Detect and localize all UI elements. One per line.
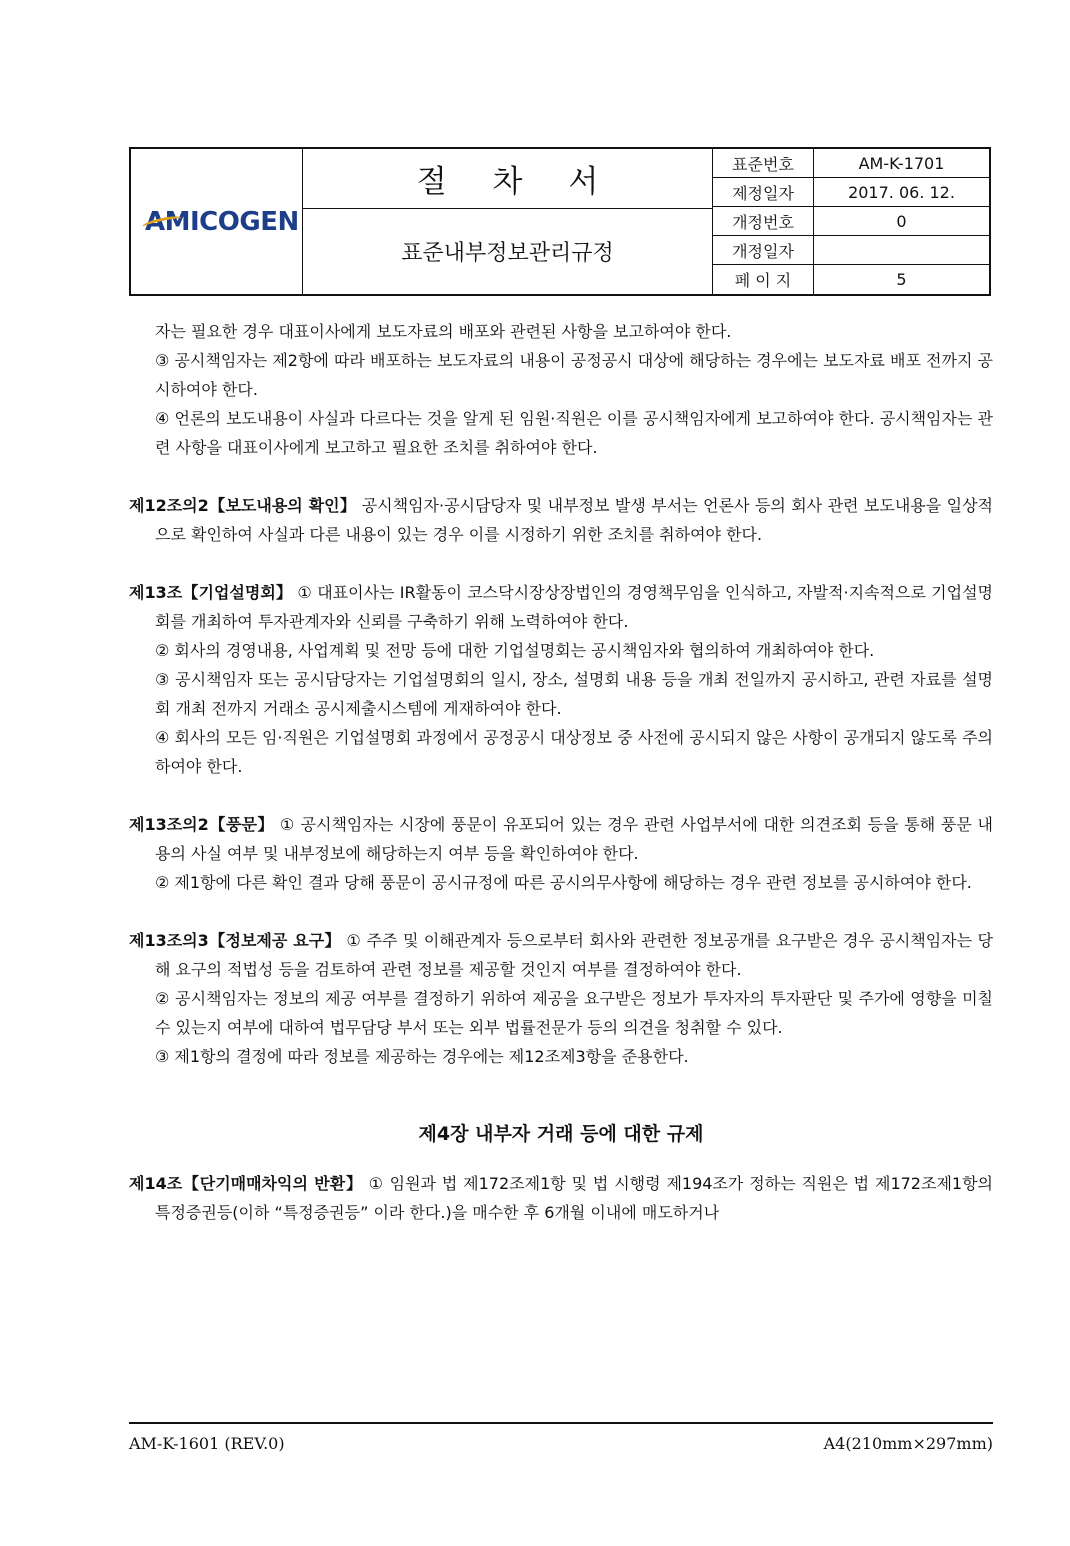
- chapter-heading: 제4장 내부자 거래 등에 대한 규제: [418, 1123, 704, 1145]
- footer-divider: [129, 1422, 993, 1424]
- meta-row-revision-no: [713, 207, 989, 236]
- document-header-table: [129, 147, 991, 296]
- meta-row-revision-date: [713, 236, 989, 265]
- article-13: [129, 578, 993, 636]
- article-14: [129, 1169, 993, 1227]
- meta-value: [814, 236, 989, 264]
- article-text: ① 공시책임자는 시장에 풍문이 유포되어 있는 경우 관련 사업부서에 대한 의견조회 등을 통해 풍문 내용의 사실 여부 및 내부정보에 해당하는지 여부 등을 확인하여야 한다.: [155, 815, 993, 863]
- meta-value: AM-K-1701: [858, 153, 945, 173]
- paragraph: ② 회사의 경영내용, 사업계획 및 전망 등에 대한 기업설명회는 공시책임자와 협의하여 개최하여야 한다.: [155, 641, 875, 660]
- meta-value: 5: [896, 270, 907, 289]
- article-13-2: [129, 810, 993, 868]
- article-text: 공시책임자·공시담당자 및 내부정보 발생 부서는 언론사 등의 회사 관련 보도내용을 일상적으로 확인하여 사실과 다른 내용이 있는 경우 이를 시정하기 위한 조치를 취하여야 한다.: [155, 496, 993, 544]
- doc-type-cell: [303, 149, 713, 209]
- doc-title: 표준내부정보관리규정: [401, 241, 614, 266]
- meta-label: 개정번호: [713, 207, 814, 235]
- meta-row-standard-no: [713, 149, 989, 178]
- article-heading: 제12조의2【보도내용의 확인】: [129, 496, 357, 515]
- paragraph: ② 제1항에 다른 확인 결과 당해 풍문이 공시규정에 따른 공시의무사항에 해당하는 경우 관련 정보를 공시하여야 한다.: [155, 873, 972, 892]
- paragraph: 자는 필요한 경우 대표이사에게 보도자료의 배포와 관련된 사항을 보고하여야 한다.: [155, 322, 732, 341]
- paragraph: ② 공시책임자는 정보의 제공 여부를 결정하기 위하여 제공을 요구받은 정보가 투자자의 투자판단 및 주가에 영향을 미칠 수 있는지 여부에 대하여 법무담당 부서 또는 외부 법률전문가 등의 의견을 청취할 수 있다.: [155, 989, 993, 1037]
- article-heading: 제14조【단기매매차익의 반환】: [129, 1174, 363, 1193]
- meta-label: 페 이 지: [713, 265, 814, 294]
- meta-row-enact-date: [713, 178, 989, 207]
- paragraph: ③ 공시책임자 또는 공시담당자는 기업설명회의 일시, 장소, 설명회 내용 등을 개최 전일까지 공시하고, 관련 자료를 설명회 개최 전까지 거래소 공시제출시스템에 게재하여야 한다.: [155, 670, 993, 718]
- article-heading: 제13조의2【풍문】: [129, 815, 275, 834]
- paragraph: ④ 언론의 보도내용이 사실과 다르다는 것을 알게 된 임원·직원은 이를 공시책임자에게 보고하여야 한다. 공시책임자는 관련 사항을 대표이사에게 보고하고 필요한 조치를 취하여야 한다.: [155, 409, 993, 457]
- paragraph: ③ 공시책임자는 제2항에 따라 배포하는 보도자료의 내용이 공정공시 대상에 해당하는 경우에는 보도자료 배포 전까지 공시하여야 한다.: [155, 351, 993, 399]
- doc-type: 절 차 서: [416, 164, 617, 200]
- paragraph: ④ 회사의 모든 임·직원은 기업설명회 과정에서 공정공시 대상정보 중 사전에 공시되지 않은 사항이 공개되지 않도록 주의하여야 한다.: [155, 728, 993, 776]
- article-text: ① 대표이사는 IR활동이 코스닥시장상장법인의 경영책무임을 인식하고, 자발적·지속적으로 기업설명회를 개최하여 투자관계자와 신뢰를 구축하기 위해 노력하여야 한다.: [155, 583, 993, 631]
- meta-label: 제정일자: [713, 178, 814, 206]
- doc-title-cell: [303, 209, 713, 294]
- article-12-2: [129, 491, 993, 549]
- paragraph: ③ 제1항의 결정에 따라 정보를 제공하는 경우에는 제12조제3항을 준용한다.: [155, 1047, 689, 1066]
- logo-cell: [131, 149, 303, 294]
- meta-value: 2017. 06. 12.: [848, 182, 955, 202]
- meta-value: 0: [896, 211, 907, 231]
- article-heading: 제13조【기업설명회】: [129, 583, 293, 602]
- meta-label: 개정일자: [713, 236, 814, 264]
- meta-label: 표준번호: [713, 149, 814, 177]
- footer-form-code: AM-K-1601 (REV.0): [129, 1434, 285, 1453]
- footer-paper-size: A4(210mm×297mm): [823, 1434, 993, 1453]
- meta-row-page: [713, 265, 989, 294]
- article-text: ① 주주 및 이해관계자 등으로부터 회사와 관련한 정보공개를 요구받은 경우 공시책임자는 당해 요구의 적법성 등을 검토하여 관련 정보를 제공할 것인지 여부를 결정하여야 한다.: [155, 931, 994, 979]
- document-body: [129, 317, 993, 1227]
- company-logo: [145, 207, 299, 237]
- article-text: ① 임원과 법 제172조제1항 및 법 시행령 제194조가 정하는 직원은 법 제172조제1항의 특정증권등(이하 “특정증권등” 이라 한다.)을 매수한 후 6개월 이내에 매도하거나: [155, 1174, 993, 1222]
- logo-text: AMICOGEN: [145, 207, 299, 237]
- article-heading: 제13조의3【정보제공 요구】: [129, 931, 341, 950]
- article-13-3: [129, 926, 993, 984]
- meta-table: [713, 149, 989, 294]
